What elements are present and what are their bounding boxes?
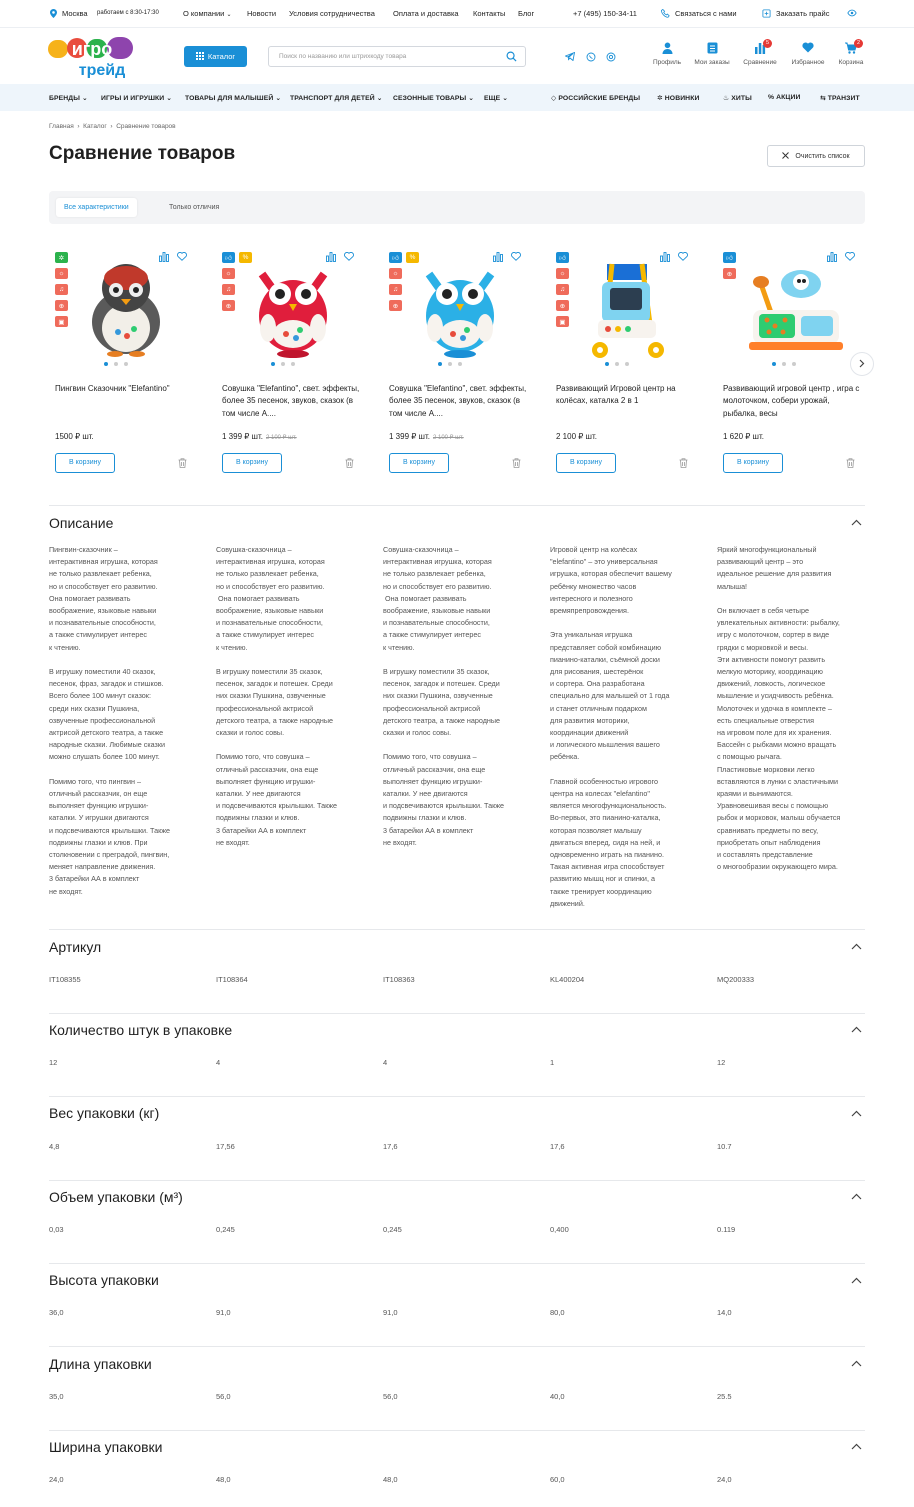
attr-value: 0.119 bbox=[717, 1225, 736, 1234]
nav-transit[interactable]: ⇆ ТРАНЗИТ bbox=[820, 95, 860, 102]
attr-value: 80,0 bbox=[550, 1308, 565, 1317]
top-link-delivery[interactable]: Оплата и доставка bbox=[393, 9, 459, 18]
music-icon: ♫ bbox=[389, 284, 402, 295]
description-text: Яркий многофункциональный развивающий центр – это идеальное решение для развития малыша! Он включает в себя четыре увлекательных активности: рыбалку, игру с молоточком, сортер в виде грядки с морковкой и весы. Эти активности помогут развить мелкую моторику, координацию движений, ловкость, логическое мышление и усидчивость ребёнка. Молоточек и удочка в комплекте – есть специальные отверстия на игровом поле для их хранения. Бассейн с рыбками можно вращать с помощью рычага. Пластиковые морковки легко вставляются в лунки с эластичными краями и вынимаются. Уравновешивая весы с помощью рыбок и морковок, малыш обучается сравнивать предметы по весу, приобретать опыт наблюдения и составлять представление о многообразии окружающего мира. bbox=[717, 545, 841, 872]
attr-value: 12 bbox=[49, 1058, 58, 1067]
section-divider bbox=[49, 505, 865, 506]
page-title: Сравнение товаров bbox=[49, 143, 236, 164]
product-card bbox=[550, 248, 700, 480]
light-effects-icon: ☼ bbox=[55, 268, 68, 279]
nav-hits[interactable]: ♨ ХИТЫ bbox=[723, 95, 752, 102]
image-carousel-dots[interactable] bbox=[438, 362, 462, 366]
nav-russian-brands[interactable]: ◇ РОССИЙСКИЕ БРЕНДЫ bbox=[551, 95, 641, 102]
trash-icon[interactable] bbox=[512, 458, 521, 470]
attr-value: 48,0 bbox=[383, 1475, 398, 1484]
product-image[interactable] bbox=[238, 254, 348, 360]
fire-icon: ♨ bbox=[723, 95, 730, 102]
product-price: 1 620 ₽ шт. bbox=[723, 432, 764, 441]
section-title-pack-height[interactable]: Высота упаковки bbox=[49, 1272, 159, 1288]
city-selector[interactable]: Москва bbox=[62, 9, 88, 18]
attr-value: 1 bbox=[550, 1058, 555, 1067]
compare-count-badge: 5 bbox=[763, 39, 772, 48]
attr-value: MQ200333 bbox=[717, 975, 755, 984]
chevron-right-icon bbox=[859, 359, 865, 370]
chevron-up-icon[interactable] bbox=[851, 1360, 862, 1369]
attr-value: 35,0 bbox=[49, 1392, 64, 1401]
image-carousel-dots[interactable] bbox=[605, 362, 629, 366]
nav-more[interactable]: ЕЩЕ ⌄ bbox=[484, 95, 509, 102]
product-card bbox=[717, 248, 867, 480]
attr-value: 12 bbox=[717, 1058, 726, 1067]
product-price: 1 399 ₽ шт. 2 100 ₽ шт. bbox=[222, 432, 297, 441]
trash-icon[interactable] bbox=[846, 458, 855, 470]
clear-list-label: Очистить список bbox=[795, 152, 850, 160]
description-text: Совушка-сказочница – интерактивная игрушка, которая не только развлекает ребенка, но и способствует его развитию. Она помогает развивать воображение, языковые навыки и познавательные способности, а также стимулирует интерес к чтению. В игрушку поместили 35 сказок, песенок, загадок и потешек. Среди них сказки Пушкина, озвученные профессиональной актрисой детского театра, а также народные сказки и голос совы. Помимо того, что совушка – отличный рассказчик, она еще выполняет функцию игрушки- каталки. У нее двигаются и подсвечиваются крылышки. Также подвижны глазки и клюв. 3 батарейки АА в комплект не входят. bbox=[216, 545, 338, 847]
trash-icon[interactable] bbox=[345, 458, 354, 470]
breadcrumb-separator-icon: › bbox=[75, 123, 82, 130]
top-link-blog[interactable]: Блог bbox=[518, 9, 535, 18]
heart-icon bbox=[786, 42, 830, 56]
price-list-icon bbox=[762, 9, 771, 20]
location-pin-icon bbox=[50, 9, 57, 20]
product-name[interactable]: Развивающий Игровой центр на колёсах, каталка 2 в 1 bbox=[556, 384, 676, 406]
attr-value: 24,0 bbox=[717, 1475, 732, 1484]
attr-value: 91,0 bbox=[216, 1308, 231, 1317]
add-to-cart-button[interactable]: В корзину bbox=[55, 453, 115, 473]
breadcrumb-current: Сравнение товаров bbox=[116, 123, 176, 130]
section-title-pack-length[interactable]: Длина упаковки bbox=[49, 1356, 152, 1372]
carousel-next-button[interactable] bbox=[850, 352, 874, 376]
compare-label: Сравнение bbox=[743, 59, 777, 66]
top-link-contacts[interactable]: Контакты bbox=[473, 9, 506, 18]
attr-value: 10.7 bbox=[717, 1142, 732, 1151]
breadcrumb-separator-icon: › bbox=[108, 123, 115, 130]
product-price: 1500 ₽ шт. bbox=[55, 432, 94, 441]
orders-list-icon bbox=[690, 42, 734, 56]
site-logo[interactable] bbox=[48, 36, 138, 76]
chevron-up-icon[interactable] bbox=[851, 519, 862, 528]
compare-link[interactable] bbox=[738, 42, 782, 66]
thumbs-up-icon: 👍︎ bbox=[556, 252, 569, 263]
product-image[interactable] bbox=[572, 254, 682, 360]
add-to-cart-button[interactable]: В корзину bbox=[723, 453, 783, 473]
clear-list-button[interactable] bbox=[767, 145, 865, 167]
image-carousel-dots[interactable] bbox=[271, 362, 295, 366]
old-price: 2 100 ₽ шт. bbox=[432, 435, 464, 441]
telegram-icon[interactable] bbox=[565, 52, 575, 63]
attr-value: 0,400 bbox=[550, 1225, 569, 1234]
nav-games-toys[interactable]: ИГРЫ И ИГРУШКИ ⌄ bbox=[101, 95, 173, 102]
attr-value: 17,56 bbox=[216, 1142, 235, 1151]
section-title-pack-quantity[interactable]: Количество штук в упаковке bbox=[49, 1022, 233, 1038]
battery-icon: ⊕ bbox=[389, 300, 402, 311]
section-divider bbox=[49, 1346, 865, 1347]
light-effects-icon: ☼ bbox=[556, 268, 569, 279]
thumbs-up-icon: 👍︎ bbox=[723, 252, 736, 263]
email-icon[interactable] bbox=[606, 52, 616, 64]
close-icon bbox=[782, 152, 789, 161]
attr-value: 56,0 bbox=[383, 1392, 398, 1401]
attr-value: IT108364 bbox=[216, 975, 248, 984]
thumbs-up-icon: 👍︎ bbox=[389, 252, 402, 263]
phone-number[interactable]: +7 (495) 150-34-11 bbox=[573, 9, 637, 18]
section-title-sku[interactable]: Артикул bbox=[49, 939, 102, 955]
work-hours: работаем с 8:30-17:30 bbox=[97, 10, 159, 16]
add-to-cart-button[interactable]: В корзину bbox=[556, 453, 616, 473]
favorites-label: Избранное bbox=[791, 59, 825, 66]
attr-value: KL400204 bbox=[550, 975, 585, 984]
whatsapp-icon[interactable] bbox=[586, 52, 596, 64]
product-name[interactable]: Пингвин Сказочник "Elefantino" bbox=[55, 384, 170, 393]
product-image[interactable] bbox=[71, 254, 181, 360]
phone-icon bbox=[661, 9, 670, 20]
attr-value: 0,245 bbox=[216, 1225, 235, 1234]
breadcrumb bbox=[49, 123, 176, 130]
music-icon: ♫ bbox=[55, 284, 68, 295]
light-effects-icon: ☼ bbox=[389, 268, 402, 279]
truck-icon: ⇆ bbox=[820, 95, 826, 102]
product-price: 1 399 ₽ шт. 2 100 ₽ шт. bbox=[389, 432, 464, 441]
svg-text:игро: игро bbox=[71, 39, 113, 59]
breadcrumb-home[interactable]: Главная bbox=[49, 123, 74, 130]
chevron-down-icon: ⌄ bbox=[502, 95, 509, 102]
description-text: Игровой центр на колёсах "elefantino" – это универсальная игрушка, которая обеспечит вашему ребёнку множество часов интересного и полезного времяпрепровождения. Эта уникальная игрушка представляет собой комбинацию пианино-каталки, съёмной доски для рисования, шестерёнок и сортера. Она разработана специально для малышей от 1 года и станет отличным подарком для развития моторики, координации движений и логического мышления вашего ребёнка. Главной особенностью игрового центра на колесах "elefantino" является многофункциональность. Во-первых, это пианино-каталка, которая позволяет малышу двигаться вперед, сидя на ней, и одновременно играть на пианино. Такая активная игра способствует развитию мышц ног и спинки, а также тренирует координацию движений. bbox=[550, 545, 672, 908]
new-flag-icon: ✲ bbox=[55, 252, 68, 263]
cart-icon bbox=[829, 42, 873, 56]
nav-transport[interactable]: ТРАНСПОРТ ДЛЯ ДЕТЕЙ ⌄ bbox=[290, 95, 383, 102]
trash-icon[interactable] bbox=[679, 458, 688, 470]
attr-value: 24,0 bbox=[49, 1475, 64, 1484]
add-to-cart-button[interactable]: В корзину bbox=[389, 453, 449, 473]
tag-icon: ◇ bbox=[551, 95, 557, 102]
grid-icon bbox=[196, 52, 204, 62]
product-card bbox=[216, 248, 366, 480]
discount-flag-icon: % bbox=[406, 252, 419, 263]
chevron-up-icon[interactable] bbox=[851, 1193, 862, 1202]
profile-link[interactable] bbox=[645, 42, 689, 66]
attr-value: 17,6 bbox=[550, 1142, 565, 1151]
nav-brands[interactable]: БРЕНДЫ ⌄ bbox=[49, 95, 88, 102]
compare-bars-icon bbox=[738, 42, 782, 56]
cart-label: Корзина bbox=[838, 59, 864, 66]
accessibility-eye-icon[interactable] bbox=[847, 9, 857, 19]
section-divider bbox=[49, 929, 865, 930]
attr-value: 0,245 bbox=[383, 1225, 402, 1234]
search-icon[interactable] bbox=[506, 51, 517, 64]
header bbox=[0, 28, 914, 84]
contact-us-link[interactable]: Связаться с нами bbox=[675, 9, 737, 18]
product-image[interactable] bbox=[739, 254, 849, 360]
attr-value: 4 bbox=[216, 1058, 221, 1067]
video-icon: ▣ bbox=[556, 316, 569, 327]
battery-icon: ⊕ bbox=[723, 268, 736, 279]
nav-baby-goods[interactable]: ТОВАРЫ ДЛЯ МАЛЫШЕЙ ⌄ bbox=[185, 95, 282, 102]
cart-count-badge: 2 bbox=[854, 39, 863, 48]
favorites-link[interactable] bbox=[786, 42, 830, 66]
music-icon: ♫ bbox=[556, 284, 569, 295]
nav-seasonal[interactable]: СЕЗОННЫЕ ТОВАРЫ ⌄ bbox=[393, 95, 475, 102]
product-name[interactable]: Развивающий игровой центр , игра с молоточком, собери урожай, рыбалка, весы bbox=[723, 384, 860, 418]
chevron-up-icon[interactable] bbox=[851, 1443, 862, 1452]
search-input[interactable] bbox=[268, 46, 526, 67]
catalog-button[interactable] bbox=[184, 46, 247, 67]
orders-link[interactable] bbox=[690, 42, 734, 66]
discount-flag-icon: % bbox=[239, 252, 252, 263]
profile-label: Профиль bbox=[652, 59, 682, 66]
video-icon: ▣ bbox=[55, 316, 68, 327]
product-name[interactable]: Совушка "Elefantino", свет. эффекты, более 35 песенок, звуков, сказок (в том числе А.... bbox=[389, 384, 527, 418]
trash-icon[interactable] bbox=[178, 458, 187, 470]
top-link-terms[interactable]: Условия сотрудничества bbox=[289, 9, 375, 18]
svg-text:трейд: трейд bbox=[78, 62, 126, 78]
percent-icon: % bbox=[768, 94, 775, 101]
description-text: Пингвин-сказочник – интерактивная игрушка, которая не только развлекает ребенка, но и способствует его развитию. Она помогает развивать воображение, языковые навыки и познавательные способности, а также стимулирует интерес к чтению. В игрушку поместили 40 сказок, песенок, фраз, загадок и стишков. Всего более 100 минут сказок: среди них сказки Пушкина, озвученные профессиональной актрисой детского театра, а также народные сказки. Любимые сказки можно слушать более 100 минут. Помимо того, что пингвин – отличный рассказчик, он еще выполняет функцию игрушки- каталки. У игрушки двигаются и подсвечиваются крылышки. Также подвижны глазки и клюв. При столкновении с преградой, пингвин, меняет направление движения. 3 батарейки АА в комплект не входят. bbox=[49, 545, 171, 896]
old-price: 2 100 ₽ шт. bbox=[265, 435, 297, 441]
chevron-up-icon[interactable] bbox=[851, 943, 862, 952]
description-text: Совушка-сказочница – интерактивная игрушка, которая не только развлекает ребенка, но и способствует его развитию. Она помогает развивать воображение, языковые навыки и познавательные способности, а также стимулирует интерес к чтению. В игрушку поместили 35 сказок, песенок, загадок и потешек. Среди них сказки Пушкина, озвученные профессиональной актрисой детского театра, а также народные сказки и голос совы. Помимо того, что совушка – отличный рассказчик, она еще выполняет функцию игрушки- каталки. У нее двигаются и подсвечиваются крылышки. Также подвижны глазки и клюв. 3 батарейки АА в комплект не входят. bbox=[383, 545, 505, 847]
product-name[interactable]: Совушка "Elefantino", свет. эффекты, более 35 песенок, звуков, сказок (в том числе А.... bbox=[222, 384, 360, 418]
image-carousel-dots[interactable] bbox=[772, 362, 796, 366]
battery-icon: ⊕ bbox=[556, 300, 569, 311]
chevron-down-icon: ⌄ bbox=[275, 95, 282, 102]
section-title-pack-width[interactable]: Ширина упаковки bbox=[49, 1439, 163, 1455]
section-title-pack-volume[interactable]: Объем упаковки (м³) bbox=[49, 1189, 183, 1205]
battery-icon: ⊕ bbox=[222, 300, 235, 311]
attr-value: 40,0 bbox=[550, 1392, 565, 1401]
attr-value: 0,03 bbox=[49, 1225, 64, 1234]
attr-value: 4,8 bbox=[49, 1142, 60, 1151]
section-title-pack-weight[interactable]: Вес упаковки (кг) bbox=[49, 1105, 160, 1121]
light-effects-icon: ☼ bbox=[222, 268, 235, 279]
top-link-about[interactable]: О компании ⌄ bbox=[183, 9, 232, 18]
attr-value: 14,0 bbox=[717, 1308, 732, 1317]
top-link-news[interactable]: Новости bbox=[247, 9, 277, 18]
search-placeholder: Поиск по названию или штрихкоду товара bbox=[279, 53, 407, 60]
product-card bbox=[383, 248, 533, 480]
attr-value: 91,0 bbox=[383, 1308, 398, 1317]
attr-value: 56,0 bbox=[216, 1392, 231, 1401]
battery-icon: ⊕ bbox=[55, 300, 68, 311]
section-divider bbox=[49, 1263, 865, 1264]
cart-link[interactable] bbox=[829, 42, 873, 66]
chevron-down-icon: ⌄ bbox=[226, 12, 232, 18]
attr-value: IT108355 bbox=[49, 975, 81, 984]
attr-value: 25.5 bbox=[717, 1392, 732, 1401]
main-navigation bbox=[0, 84, 914, 111]
breadcrumb-catalog[interactable]: Каталог bbox=[83, 123, 107, 130]
section-title-description[interactable]: Описание bbox=[49, 515, 114, 531]
attr-value: 48,0 bbox=[216, 1475, 231, 1484]
top-bar bbox=[0, 0, 914, 28]
attr-value: IT108363 bbox=[383, 975, 415, 984]
chevron-down-icon: ⌄ bbox=[81, 95, 88, 102]
attr-value: 17,6 bbox=[383, 1142, 398, 1151]
catalog-label: Каталог bbox=[207, 52, 236, 61]
chevron-up-icon[interactable] bbox=[851, 1026, 862, 1035]
chevron-down-icon: ⌄ bbox=[468, 95, 475, 102]
orders-label: Мои заказы bbox=[694, 59, 730, 66]
image-carousel-dots[interactable] bbox=[104, 362, 128, 366]
thumbs-up-icon: 👍︎ bbox=[222, 252, 235, 263]
attr-value: 4 bbox=[383, 1058, 388, 1067]
compare-filter-tabs bbox=[49, 191, 865, 224]
product-image[interactable] bbox=[405, 254, 515, 360]
user-icon bbox=[645, 42, 689, 56]
section-divider bbox=[49, 1096, 865, 1097]
order-price-link[interactable]: Заказать прайс bbox=[776, 9, 830, 18]
section-divider bbox=[49, 1013, 865, 1014]
add-to-cart-button[interactable]: В корзину bbox=[222, 453, 282, 473]
music-icon: ♫ bbox=[222, 284, 235, 295]
nav-sales[interactable]: % АКЦИИ bbox=[768, 94, 801, 101]
chevron-up-icon[interactable] bbox=[851, 1277, 862, 1286]
section-divider bbox=[49, 1430, 865, 1431]
tab-all-characteristics[interactable]: Все характеристики bbox=[56, 198, 137, 217]
nav-new[interactable]: ✲ НОВИНКИ bbox=[657, 95, 700, 102]
chevron-down-icon: ⌄ bbox=[376, 95, 383, 102]
product-price: 2 100 ₽ шт. bbox=[556, 432, 597, 441]
attr-value: 60,0 bbox=[550, 1475, 565, 1484]
section-divider bbox=[49, 1180, 865, 1181]
product-card bbox=[49, 248, 199, 480]
chevron-up-icon[interactable] bbox=[851, 1110, 862, 1119]
chevron-down-icon: ⌄ bbox=[166, 95, 173, 102]
tab-only-differences[interactable]: Только отличия bbox=[169, 204, 220, 211]
attr-value: 36,0 bbox=[49, 1308, 64, 1317]
sparkle-icon: ✲ bbox=[657, 95, 663, 102]
